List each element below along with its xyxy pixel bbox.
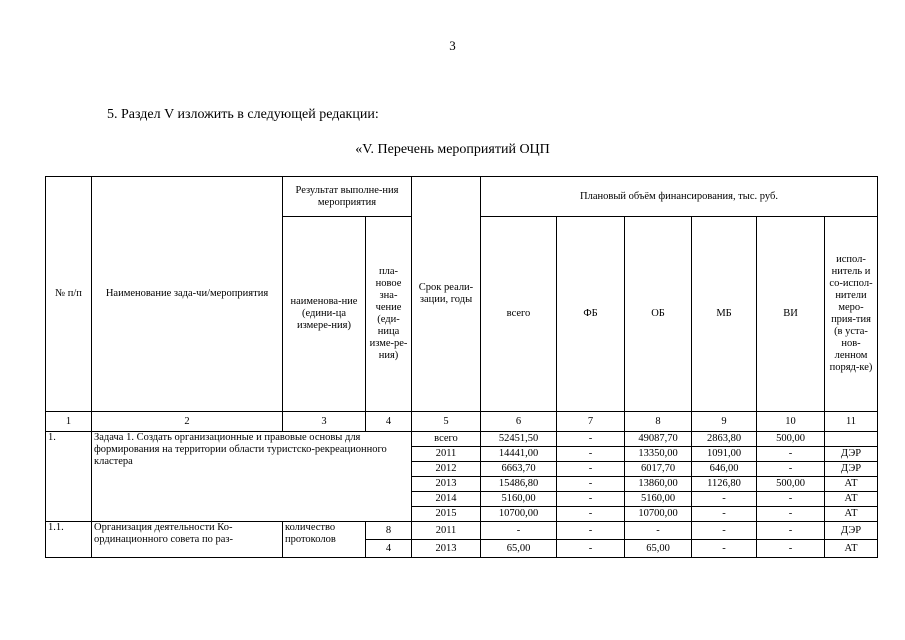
- year-cell: 2013: [412, 477, 481, 492]
- task-number: 1.: [46, 432, 92, 522]
- header-financing: Плановый объём финансирования, тыс. руб.: [481, 177, 878, 217]
- ob-cell: 6017,70: [625, 462, 692, 477]
- table-row: [46, 522, 878, 540]
- vi-cell: -: [757, 540, 825, 558]
- header-num: № п/п: [46, 177, 92, 412]
- mb-cell: 1126,80: [692, 477, 757, 492]
- vi-cell: -: [757, 492, 825, 507]
- year-cell: 2011: [412, 522, 481, 540]
- fb-cell: -: [557, 462, 625, 477]
- total-cell: 15486,80: [481, 477, 557, 492]
- vi-cell: -: [757, 507, 825, 522]
- ob-cell: 10700,00: [625, 507, 692, 522]
- executor-cell: ДЭР: [825, 447, 878, 462]
- executor-cell: АТ: [825, 492, 878, 507]
- col-number: 11: [825, 412, 878, 432]
- year-cell: 2015: [412, 507, 481, 522]
- header-mb: МБ: [692, 217, 757, 412]
- vi-cell: 500,00: [757, 432, 825, 447]
- executor-cell: ДЭР: [825, 522, 878, 540]
- ob-cell: 65,00: [625, 540, 692, 558]
- total-cell: 52451,50: [481, 432, 557, 447]
- header-total: всего: [481, 217, 557, 412]
- header-result: Результат выполне-ния мероприятия: [283, 177, 412, 217]
- executor-cell: АТ: [825, 540, 878, 558]
- vi-cell: -: [757, 462, 825, 477]
- col-number: 5: [412, 412, 481, 432]
- total-cell: 65,00: [481, 540, 557, 558]
- mb-cell: -: [692, 507, 757, 522]
- fb-cell: -: [557, 507, 625, 522]
- total-cell: 5160,00: [481, 492, 557, 507]
- ob-cell: 5160,00: [625, 492, 692, 507]
- header-result-name: наименова-ние (едини-ца измере-ния): [283, 217, 366, 412]
- result-value-cell: 8: [366, 522, 412, 540]
- measures-table: [45, 176, 878, 558]
- table-title: «V. Перечень мероприятий ОЦП: [355, 142, 550, 157]
- header-ob: ОБ: [625, 217, 692, 412]
- col-number: 4: [366, 412, 412, 432]
- executor-cell: АТ: [825, 477, 878, 492]
- col-number: 1: [46, 412, 92, 432]
- executor-cell: АТ: [825, 507, 878, 522]
- vi-cell: 500,00: [757, 477, 825, 492]
- year-cell: 2012: [412, 462, 481, 477]
- total-cell: -: [481, 522, 557, 540]
- task-name: Задача 1. Создать организационные и правовые основы для формирования на территории области туристско-рекреационного кластера: [92, 432, 412, 522]
- ob-cell: -: [625, 522, 692, 540]
- fb-cell: -: [557, 540, 625, 558]
- col-number: 8: [625, 412, 692, 432]
- fb-cell: -: [557, 477, 625, 492]
- page-number: 3: [449, 38, 456, 53]
- year-cell: 2011: [412, 447, 481, 462]
- header-row-1: [46, 177, 878, 217]
- total-cell: 6663,70: [481, 462, 557, 477]
- total-cell: 10700,00: [481, 507, 557, 522]
- total-cell: 14441,00: [481, 447, 557, 462]
- mb-cell: -: [692, 540, 757, 558]
- fb-cell: -: [557, 522, 625, 540]
- table-row: [46, 432, 878, 447]
- mb-cell: 2863,80: [692, 432, 757, 447]
- header-executor: испол-нитель и со-испол-нители меро-прия-тия (в уста-нов-ленном поряд-ке): [825, 217, 878, 412]
- col-number: 9: [692, 412, 757, 432]
- year-cell: всего: [412, 432, 481, 447]
- measure-number: 1.1.: [46, 522, 92, 558]
- result-value-cell: 4: [366, 540, 412, 558]
- vi-cell: -: [757, 447, 825, 462]
- year-cell: 2014: [412, 492, 481, 507]
- mb-cell: -: [692, 492, 757, 507]
- col-number: 2: [92, 412, 283, 432]
- mb-cell: 646,00: [692, 462, 757, 477]
- fb-cell: -: [557, 432, 625, 447]
- measure-name: Организация деятельности Ко-ординационного совета по раз-: [92, 522, 283, 558]
- column-numbers-row: [46, 412, 878, 432]
- header-term: Срок реали-зации, годы: [412, 177, 481, 412]
- mb-cell: -: [692, 522, 757, 540]
- mb-cell: 1091,00: [692, 447, 757, 462]
- header-vi: ВИ: [757, 217, 825, 412]
- col-number: 7: [557, 412, 625, 432]
- col-number: 6: [481, 412, 557, 432]
- result-name-cell: количество протоколов: [283, 522, 366, 558]
- header-name: Наименование зада-чи/мероприятия: [92, 177, 283, 412]
- header-fb: ФБ: [557, 217, 625, 412]
- year-cell: 2013: [412, 540, 481, 558]
- ob-cell: 49087,70: [625, 432, 692, 447]
- header-result-value: пла-новое зна-чение (еди-ница изме-ре-ния): [366, 217, 412, 412]
- executor-cell: ДЭР: [825, 462, 878, 477]
- section-instruction: 5. Раздел V изложить в следующей редакции:: [107, 107, 379, 122]
- col-number: 3: [283, 412, 366, 432]
- col-number: 10: [757, 412, 825, 432]
- executor-cell: [825, 432, 878, 447]
- ob-cell: 13860,00: [625, 477, 692, 492]
- fb-cell: -: [557, 447, 625, 462]
- ob-cell: 13350,00: [625, 447, 692, 462]
- fb-cell: -: [557, 492, 625, 507]
- vi-cell: -: [757, 522, 825, 540]
